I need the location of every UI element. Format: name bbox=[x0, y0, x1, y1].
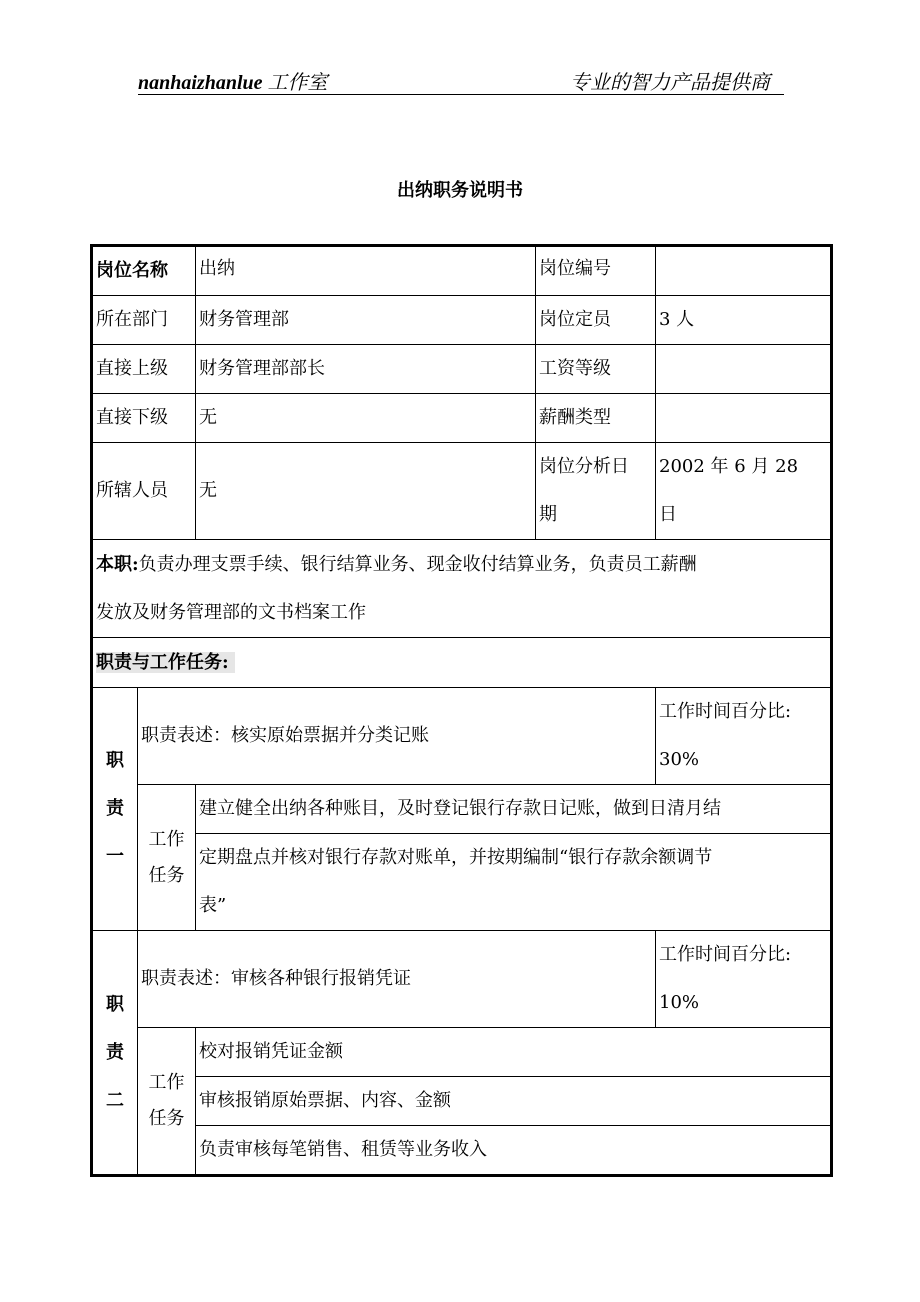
job-description-table bbox=[90, 244, 833, 1177]
duty-summary-text-1: 负责办理支票手续、银行结算业务、现金收付结算业务，负责员工薪酬 bbox=[138, 553, 697, 575]
duty-two-time-label: 工作时间百分比: bbox=[659, 944, 792, 965]
duty-one-task-row-2 bbox=[92, 834, 832, 931]
duty-one-side-label bbox=[92, 688, 138, 931]
analysis-date-line2: 日 bbox=[659, 504, 677, 525]
duty-one-task-label-2: 任务 bbox=[148, 864, 185, 886]
header-left bbox=[138, 66, 328, 95]
duty-summary-line1 bbox=[96, 541, 827, 589]
duty-one-task-label-1: 工作 bbox=[148, 828, 185, 850]
duty-two-task-1: 校对报销凭证金额 bbox=[196, 1028, 832, 1077]
staff-value: 无 bbox=[196, 443, 536, 540]
headcount-label: 岗位定员 bbox=[536, 296, 656, 345]
duty-one-task-row-1 bbox=[92, 785, 832, 834]
staff-label: 所辖人员 bbox=[92, 443, 196, 540]
duty-summary-line2: 发放及财务管理部的文书档案工作 bbox=[96, 601, 366, 623]
subordinate-label: 直接下级 bbox=[92, 394, 196, 443]
department-value: 财务管理部 bbox=[196, 296, 536, 345]
headcount-value: 3 人 bbox=[656, 296, 832, 345]
position-name-value: 出纳 bbox=[196, 246, 536, 296]
duty-two-task-row-3 bbox=[92, 1126, 832, 1176]
pay-type-label: 薪酬类型 bbox=[536, 394, 656, 443]
document-title: 出纳职务说明书 bbox=[397, 180, 523, 201]
duty-one-task-2-line1: 定期盘点并核对银行存款对账单，并按期编制“银行存款余额调节 bbox=[199, 847, 713, 868]
duty-summary bbox=[92, 540, 832, 638]
supervisor-value: 财务管理部部长 bbox=[196, 345, 536, 394]
duty-two-task-2: 审核报销原始票据、内容、金额 bbox=[196, 1077, 832, 1126]
duty-one-side-1: 职 bbox=[106, 750, 124, 771]
duty-two-statement-row bbox=[92, 931, 832, 1028]
duty-two-task-label bbox=[138, 1028, 196, 1176]
pay-type-value bbox=[656, 394, 832, 443]
duty-one-statement: 职责表述：核实原始票据并分类记账 bbox=[138, 688, 656, 785]
row-subordinate bbox=[92, 394, 832, 443]
duty-two-task-row-1 bbox=[92, 1028, 832, 1077]
duty-one-side-2: 责 bbox=[106, 798, 124, 819]
analysis-date-label-line2: 期 bbox=[539, 504, 557, 525]
duty-one-task-2 bbox=[196, 834, 832, 931]
duty-two-task-row-2 bbox=[92, 1077, 832, 1126]
duty-two-side-label bbox=[92, 931, 138, 1176]
duty-one-task-1: 建立健全出纳各种账目，及时登记银行存款日记账，做到日清月结 bbox=[196, 785, 832, 834]
duty-one-task-label bbox=[138, 785, 196, 931]
position-code-value bbox=[656, 246, 832, 296]
subordinate-value: 无 bbox=[196, 394, 536, 443]
duty-two-time-value: 10% bbox=[659, 992, 700, 1013]
duty-one-time-label: 工作时间百分比: bbox=[659, 701, 792, 722]
duty-two-time bbox=[656, 931, 832, 1028]
position-name-label: 岗位名称 bbox=[92, 246, 196, 296]
row-position-name bbox=[92, 246, 832, 296]
salary-grade-label: 工资等级 bbox=[536, 345, 656, 394]
duty-one-time-value: 30% bbox=[659, 749, 700, 770]
row-supervisor bbox=[92, 345, 832, 394]
header-brand: nanhaizhanlue bbox=[138, 72, 263, 94]
duty-one-statement-row bbox=[92, 688, 832, 785]
row-responsibilities-heading bbox=[92, 638, 832, 688]
header-tagline: 专业的智力产品提供商 bbox=[570, 70, 770, 94]
salary-grade-value bbox=[656, 345, 832, 394]
duty-two-task-3: 负责审核每笔销售、租赁等业务收入 bbox=[196, 1126, 832, 1176]
duty-two-side-2: 责 bbox=[106, 1041, 124, 1063]
analysis-date-label-line1: 岗位分析日 bbox=[539, 456, 629, 477]
responsibilities-heading: 职责与工作任务: bbox=[96, 652, 235, 673]
duty-one-side-3: 一 bbox=[106, 846, 124, 867]
responsibilities-heading-cell bbox=[92, 638, 832, 688]
analysis-date-value bbox=[656, 443, 832, 540]
page-header bbox=[138, 64, 784, 95]
supervisor-label: 直接上级 bbox=[92, 345, 196, 394]
duty-one-time bbox=[656, 688, 832, 785]
duty-two-task-label-2: 任务 bbox=[148, 1108, 185, 1129]
row-duty-summary bbox=[92, 540, 832, 638]
duty-two-statement: 职责表述：审核各种银行报销凭证 bbox=[138, 931, 656, 1028]
duty-two-side-3: 二 bbox=[106, 1089, 124, 1111]
row-staff bbox=[92, 443, 832, 540]
row-department bbox=[92, 296, 832, 345]
duty-two-side-1: 职 bbox=[106, 993, 124, 1015]
position-code-label: 岗位编号 bbox=[536, 246, 656, 296]
analysis-date-line1: 2002 年 6 月 28 bbox=[659, 456, 799, 477]
duty-one-task-2-line2: 表” bbox=[199, 895, 227, 916]
analysis-date-label bbox=[536, 443, 656, 540]
header-studio: 工作室 bbox=[267, 72, 328, 94]
duty-two-task-label-1: 工作 bbox=[148, 1072, 185, 1093]
department-label: 所在部门 bbox=[92, 296, 196, 345]
duty-summary-label: 本职: bbox=[96, 553, 139, 575]
